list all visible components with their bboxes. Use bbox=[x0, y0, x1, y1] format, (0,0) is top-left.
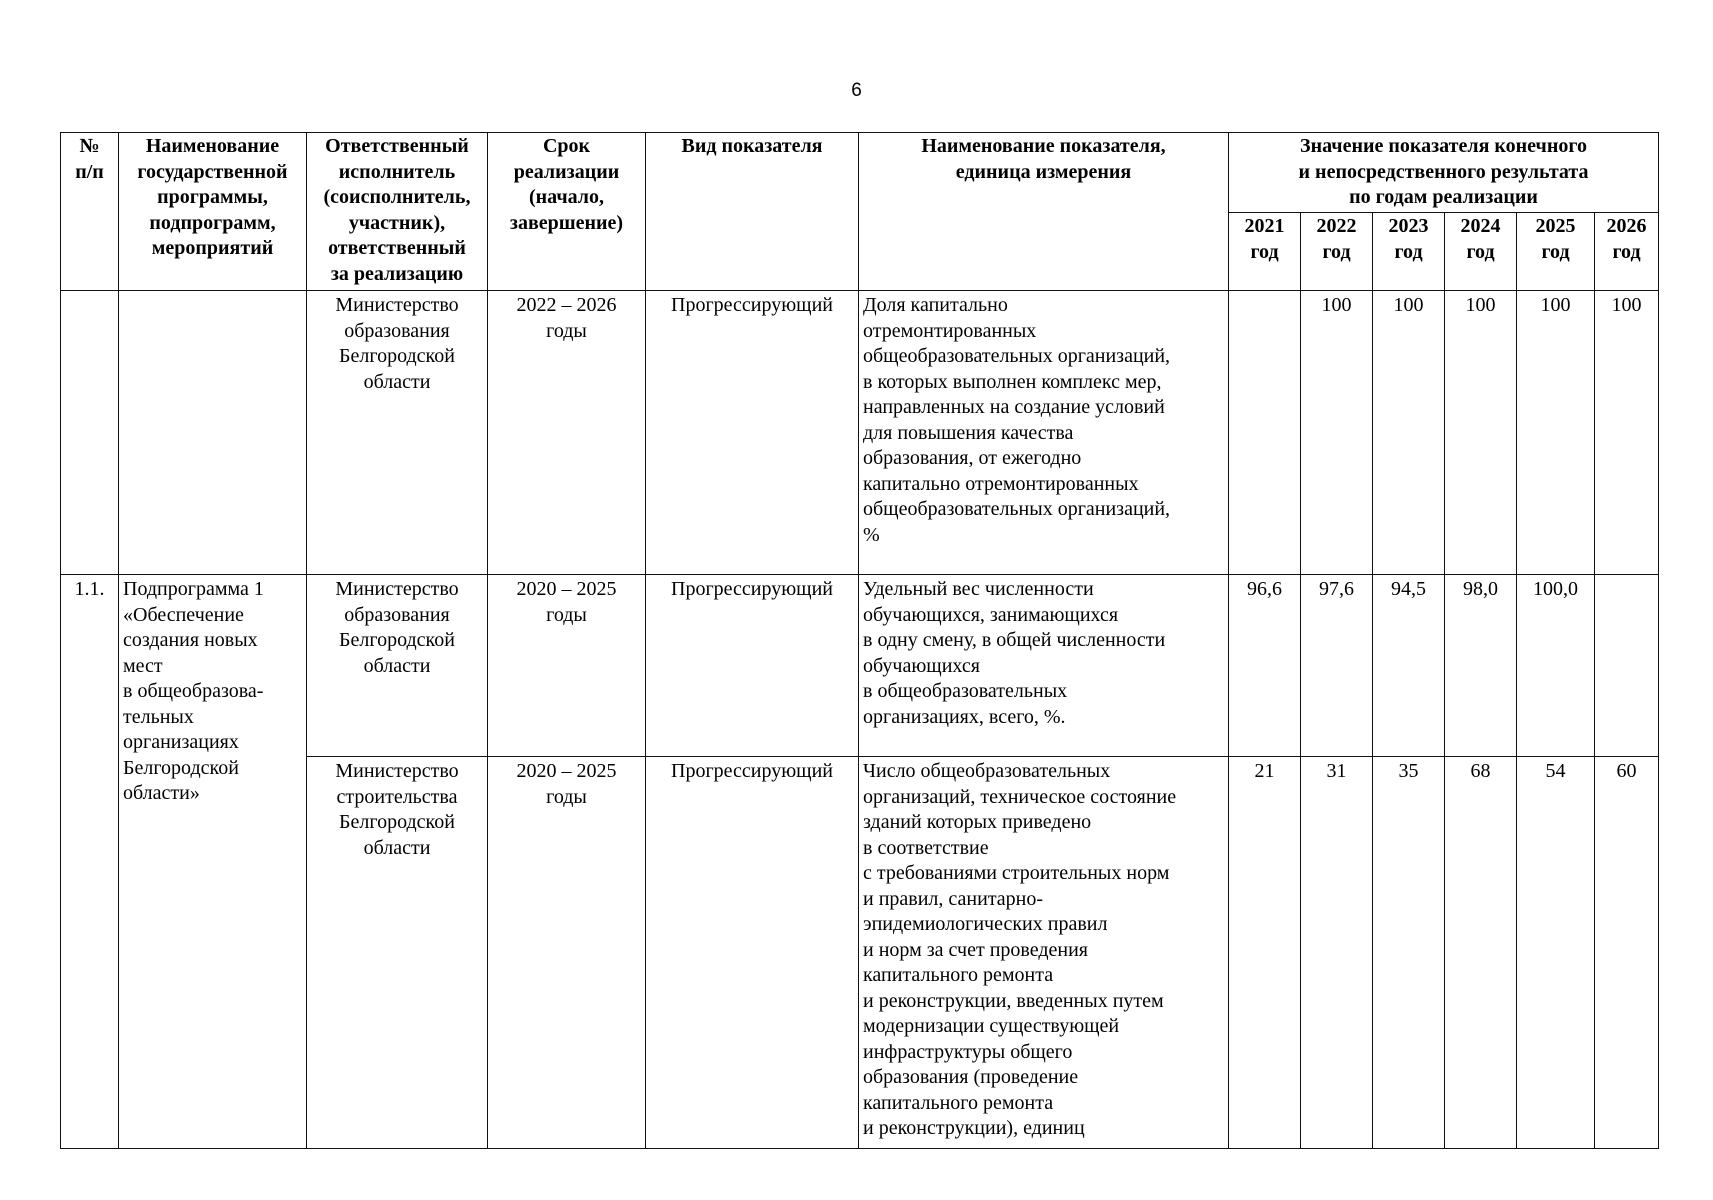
header-year-2025: 2025 год bbox=[1517, 213, 1595, 291]
header-year-2023: 2023 год bbox=[1373, 213, 1445, 291]
row-value-2025: 54 bbox=[1517, 757, 1595, 1149]
row-executor: Министерство образования Белгородской области bbox=[307, 575, 488, 757]
page-number: 6 bbox=[851, 80, 862, 101]
row-value-2021: 96,6 bbox=[1229, 575, 1301, 757]
indicator-table bbox=[60, 132, 1659, 1149]
row-kind: Прогрессирующий bbox=[646, 757, 859, 1149]
header-executor: Ответственный исполнитель (соисполнитель, участник), ответственный за реализацию bbox=[307, 133, 488, 291]
header-values: Значение показателя конечного и непосредственного результата по годам реализации bbox=[1229, 133, 1659, 213]
header-row-top bbox=[61, 133, 1659, 213]
row-value-2023: 35 bbox=[1373, 757, 1445, 1149]
header-kind: Вид показателя bbox=[646, 133, 859, 291]
row-term: 2022 – 2026 годы bbox=[488, 291, 646, 575]
row-indicator: Доля капитально отремонтированных общеобразовательных организаций, в которых выполнен комплекс мер, направленных на создание условий для повышения качества образования, от ежегодно капитально отремонтированных общеобразовательных организаций, % bbox=[859, 291, 1229, 575]
row-value-2022: 100 bbox=[1301, 291, 1373, 575]
header-number: № п/п bbox=[61, 133, 119, 291]
header-program: Наименование государственной программы, подпрограмм, мероприятий bbox=[119, 133, 307, 291]
row-value-2023: 100 bbox=[1373, 291, 1445, 575]
row-value-2025: 100,0 bbox=[1517, 575, 1595, 757]
row-executor: Министерство строительства Белгородской области bbox=[307, 757, 488, 1149]
header-year-2022: 2022 год bbox=[1301, 213, 1373, 291]
table-row bbox=[61, 575, 1659, 757]
header-year-2024: 2024 год bbox=[1445, 213, 1517, 291]
row-value-2026: 100 bbox=[1595, 291, 1659, 575]
row-value-2021: 21 bbox=[1229, 757, 1301, 1149]
row-value-2025: 100 bbox=[1517, 291, 1595, 575]
indicator-table-wrapper bbox=[60, 132, 1658, 1149]
row-value-2026 bbox=[1595, 575, 1659, 757]
row-program bbox=[119, 291, 307, 575]
row-program: Подпрограмма 1 «Обеспечение создания новых мест в общеобразова- тельных организациях Белгородской области» bbox=[119, 575, 307, 1149]
row-executor: Министерство образования Белгородской области bbox=[307, 291, 488, 575]
row-kind: Прогрессирующий bbox=[646, 291, 859, 575]
row-indicator: Число общеобразовательных организаций, техническое состояние зданий которых приведено в соответствие с требованиями строительных норм и правил, санитарно- эпидемиологических правил и норм за счет проведения капитального ремонта и реконструкции, введенных путем модернизации существующей инфраструктуры общего образования (проведение капитального ремонта и реконструкции), единиц bbox=[859, 757, 1229, 1149]
row-number: 1.1. bbox=[61, 575, 119, 1149]
row-value-2024: 100 bbox=[1445, 291, 1517, 575]
row-value-2021 bbox=[1229, 291, 1301, 575]
header-term: Срок реализации (начало, завершение) bbox=[488, 133, 646, 291]
row-number bbox=[61, 291, 119, 575]
row-kind: Прогрессирующий bbox=[646, 575, 859, 757]
row-value-2022: 31 bbox=[1301, 757, 1373, 1149]
header-year-2021: 2021 год bbox=[1229, 213, 1301, 291]
row-indicator: Удельный вес численности обучающихся, занимающихся в одну смену, в общей численности обучающихся в общеобразовательных организациях, всего, %. bbox=[859, 575, 1229, 757]
row-value-2024: 68 bbox=[1445, 757, 1517, 1149]
row-term: 2020 – 2025 годы bbox=[488, 757, 646, 1149]
row-value-2022: 97,6 bbox=[1301, 575, 1373, 757]
row-term: 2020 – 2025 годы bbox=[488, 575, 646, 757]
header-indicator: Наименование показателя, единица измерения bbox=[859, 133, 1229, 291]
row-value-2023: 94,5 bbox=[1373, 575, 1445, 757]
header-year-2026: 2026 год bbox=[1595, 213, 1659, 291]
row-value-2024: 98,0 bbox=[1445, 575, 1517, 757]
row-value-2026: 60 bbox=[1595, 757, 1659, 1149]
table-row bbox=[61, 291, 1659, 575]
